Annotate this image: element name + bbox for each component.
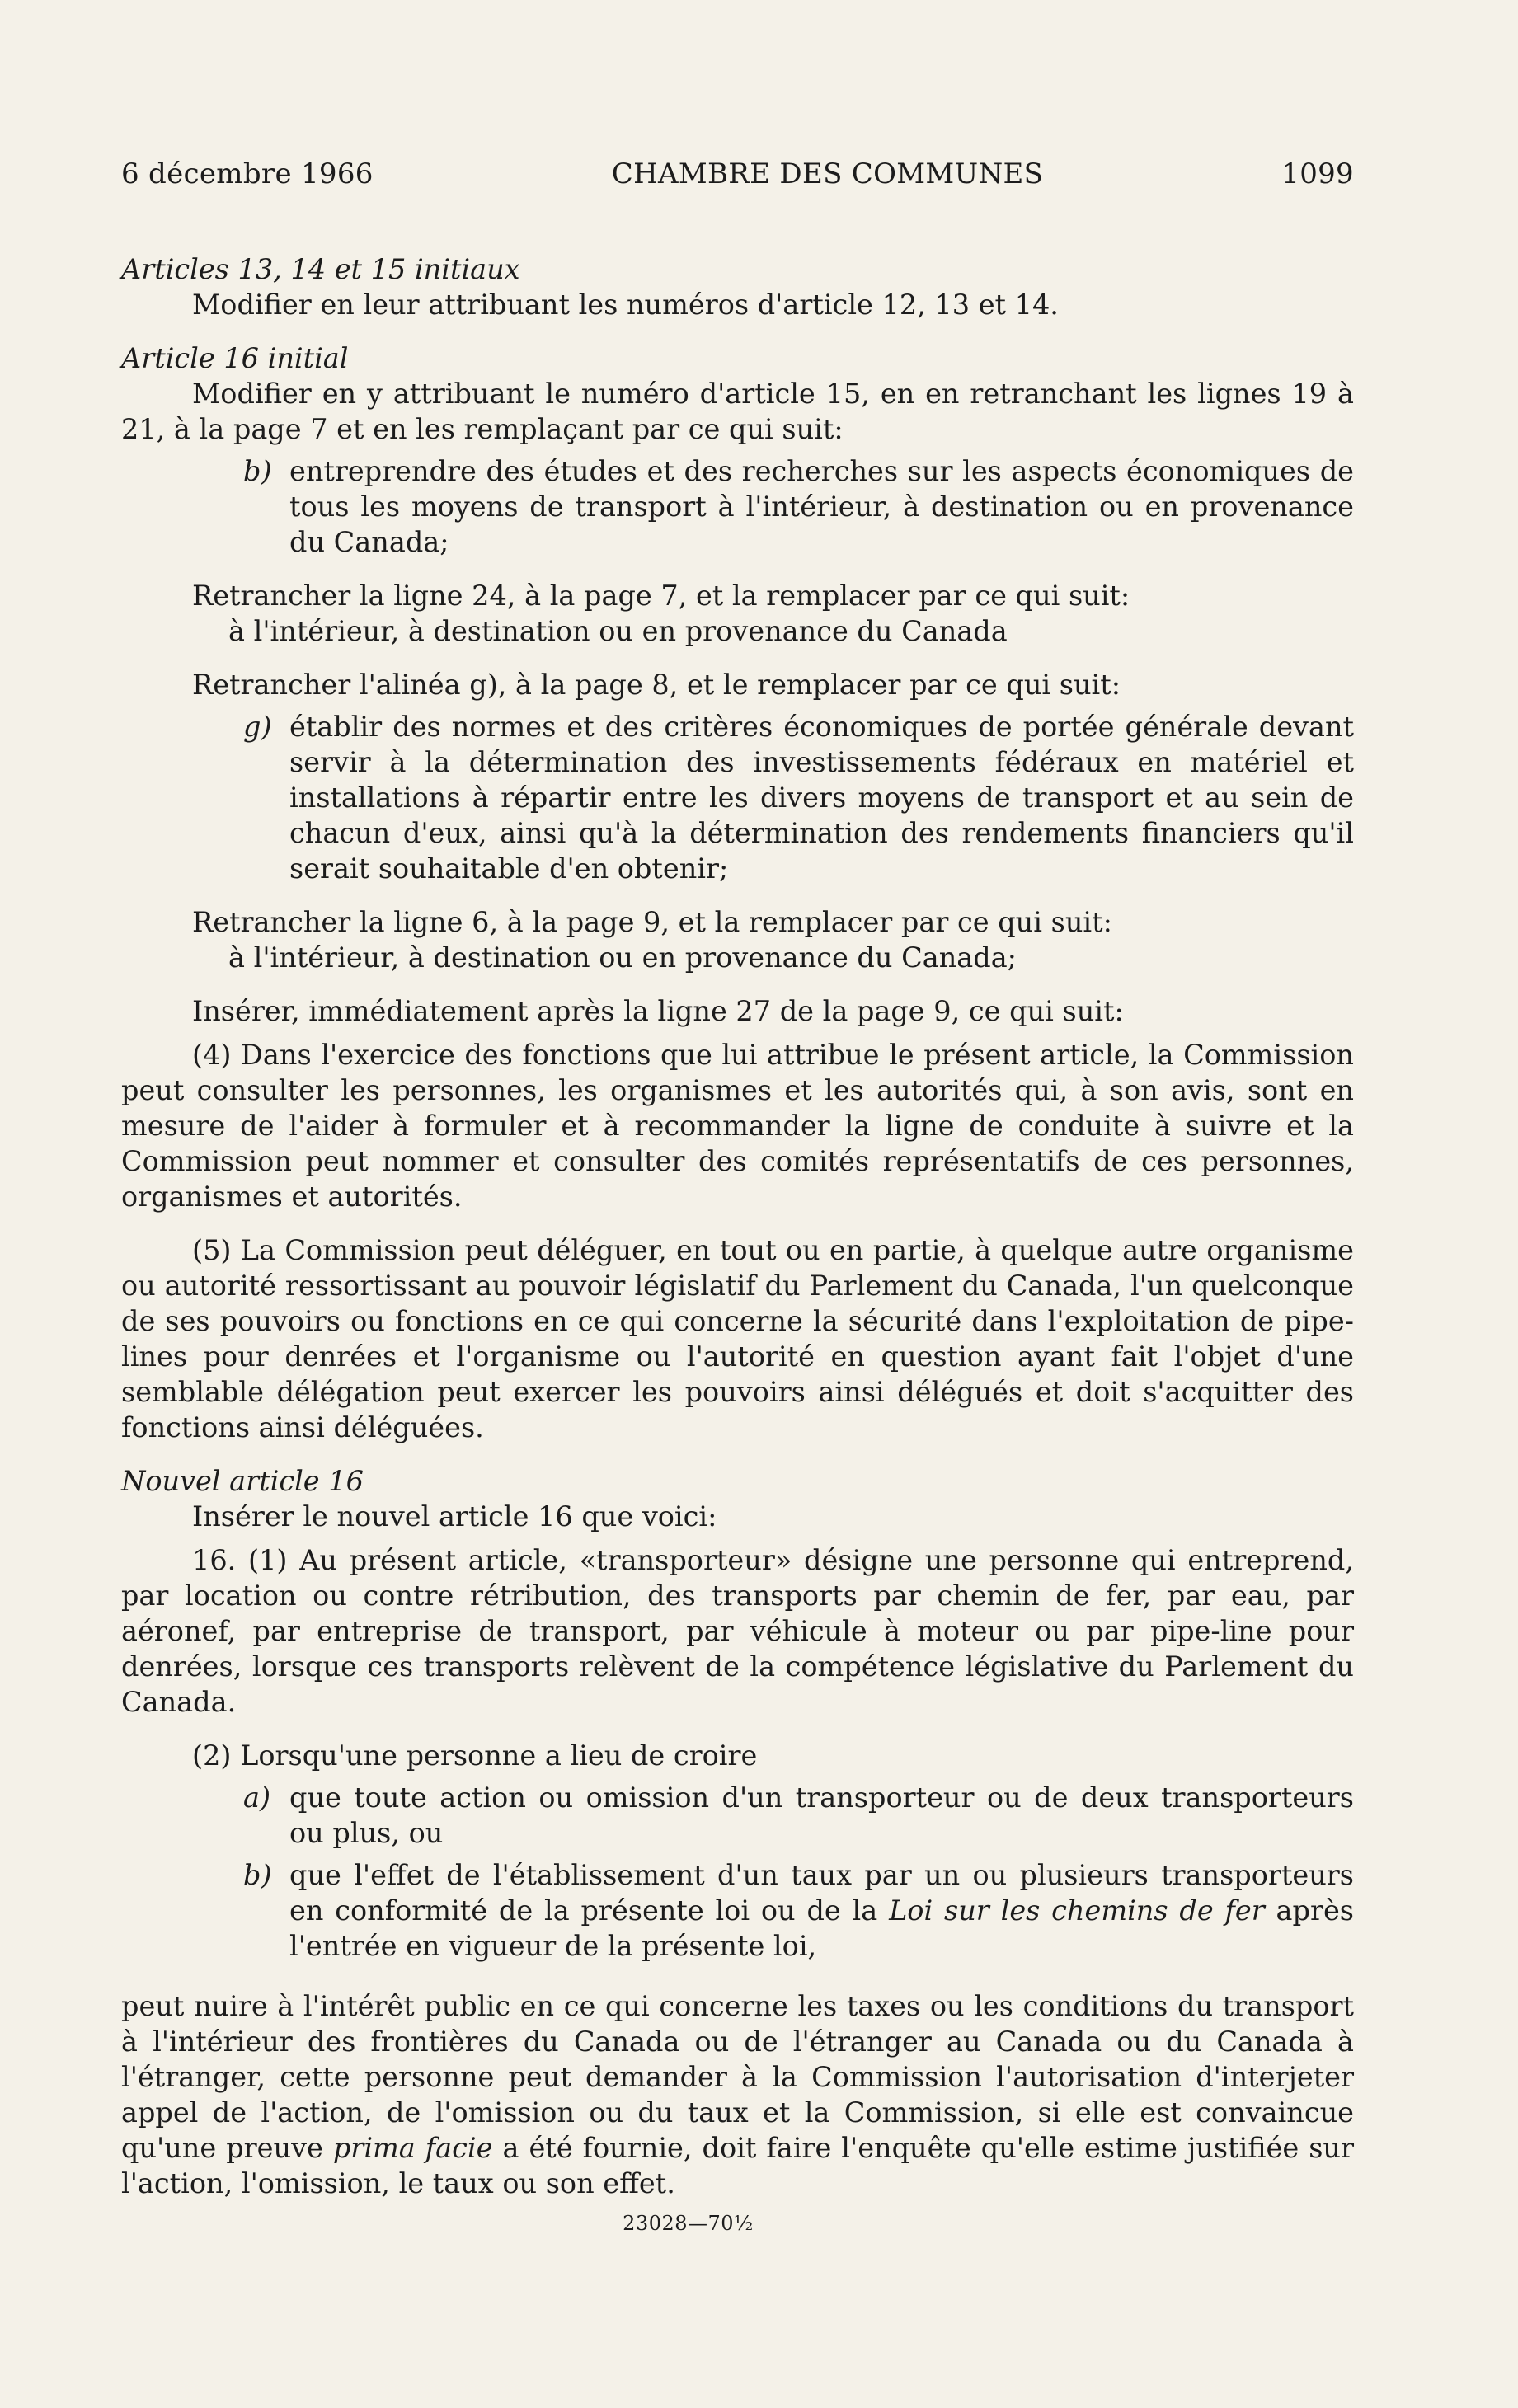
item-label: b) [243,455,272,487]
list-item [121,1780,1354,1851]
header-title: CHAMBRE DES COMMUNES [611,157,1044,190]
footer-code: 23028—70½ [623,2212,754,2235]
item-label: b) [243,1859,272,1891]
paragraph: Modifier en leur attribuant les numéros d'article 12, 13 et 14. [192,289,1059,321]
item-label: a) [243,1781,271,1814]
header-date: 6 décembre 1966 [121,157,374,190]
quoted-line: à l'intérieur, à destination ou en provenance du Canada [228,615,1008,647]
paragraph: Modifier en y attribuant le numéro d'article 15, en en retranchant les lignes 19 à 21, à la page 7 et en les remplaçant par ce qui suit: [121,378,1354,445]
paragraph-part: peut nuire à l'intérêt public en ce qui concerne les taxes ou les conditions du transport à l'intérieur des frontières du Canada ou de l'étranger au Canada ou du Canada à l'étranger, cette personne peut demander à la Commission l'autorisation d'interjeter appel de l'action, de l'omission ou du taux et la Commission, si elle est convaincue qu'une preuve [121,1990,1354,2164]
paragraph-part: a été fournie, doit faire l'enquête qu'elle estime justifiée sur l'action, l'omission, le taux ou son effet. [121,2132,1354,2199]
header-page-number: 1099 [1281,157,1354,190]
quoted-line: à l'intérieur, à destination ou en provenance du Canada; [228,941,1017,974]
document-page [121,157,1354,2241]
item-text: établir des normes et des critères économiques de portée générale devant servir à la détermination des investissements fédéraux en matériel et installations à répartir entre les divers moyens de transport et au sein de chacun d'eux, ainsi qu'à la détermination des rendements financiers qu'il serait souhaitable d'en obtenir; [289,711,1354,885]
item-label: g) [243,711,272,743]
paragraph: Retrancher la ligne 6, à la page 9, et la remplacer par ce qui suit: [192,906,1112,938]
page-header [121,157,1354,192]
paragraph: (4) Dans l'exercice des fonctions que lui attribue le présent article, la Commission peut consulter les personnes, les organismes et les autorités qui, à son avis, sont en mesure de l'aider à formuler et à recommander la ligne de conduite à suivre et la Commission peut nommer et consulter des comités représentatifs de ces personnes, organismes et autorités. [121,1039,1354,1213]
list-item [121,1857,1354,1964]
section-title: Nouvel article 16 [121,1465,364,1497]
item-text-italic: Loi sur les chemins de fer [889,1894,1265,1927]
item-text [289,1857,1354,1964]
item-text-part: que l'effet de l'établissement d'un taux par un ou plusieurs transporteurs en conformité de la présente loi ou de la [289,1859,1354,1927]
paragraph: (2) Lorsqu'une personne a lieu de croire [192,1739,758,1772]
paragraph: 16. (1) Au présent article, «transporteur» désigne une personne qui entreprend, par location ou contre rétribution, des transports par chemin de fer, par eau, par aéronef, par entreprise de transport, par véhicule à moteur ou par pipe-line pour denrées, lorsque ces transports relèvent de la compétence législative du Parlement du Canada. [121,1544,1354,1718]
list-item [121,709,1354,886]
paragraph: Insérer, immédiatement après la ligne 27 de la page 9, ce qui suit: [192,995,1124,1027]
paragraph: Retrancher la ligne 24, à la page 7, et la remplacer par ce qui suit: [192,580,1130,612]
section-title: Article 16 initial [121,342,349,374]
paragraph: Insérer le nouvel article 16 que voici: [192,1500,717,1533]
list-item [121,453,1354,560]
item-text: que toute action ou omission d'un transporteur ou de deux transporteurs ou plus, ou [289,1781,1354,1849]
paragraph: Retrancher l'alinéa g), à la page 8, et le remplacer par ce qui suit: [192,669,1121,701]
item-text-part: après l'entrée en vigueur de la présente loi, [289,1894,1354,1962]
paragraph: (5) La Commission peut déléguer, en tout ou en partie, à quelque autre organisme ou autorité ressortissant au pouvoir législatif du Parlement du Canada, l'un quelconque de ses pouvoirs ou fonctions en ce qui concerne la sécurité dans l'exploitation de pipe-lines pour denrées et l'organisme ou l'autorité en question ayant fait l'objet d'une semblable délégation peut exercer les pouvoirs ainsi délégués et doit s'acquitter des fonctions ainsi déléguées. [121,1234,1354,1443]
paragraph [121,1988,1354,2201]
section-title: Articles 13, 14 et 15 initiaux [121,253,520,285]
paragraph-italic: prima facie [332,2132,493,2164]
item-text: entreprendre des études et des recherches sur les aspects économiques de tous les moyens de transport à l'intérieur, à destination ou en provenance du Canada; [289,455,1354,558]
